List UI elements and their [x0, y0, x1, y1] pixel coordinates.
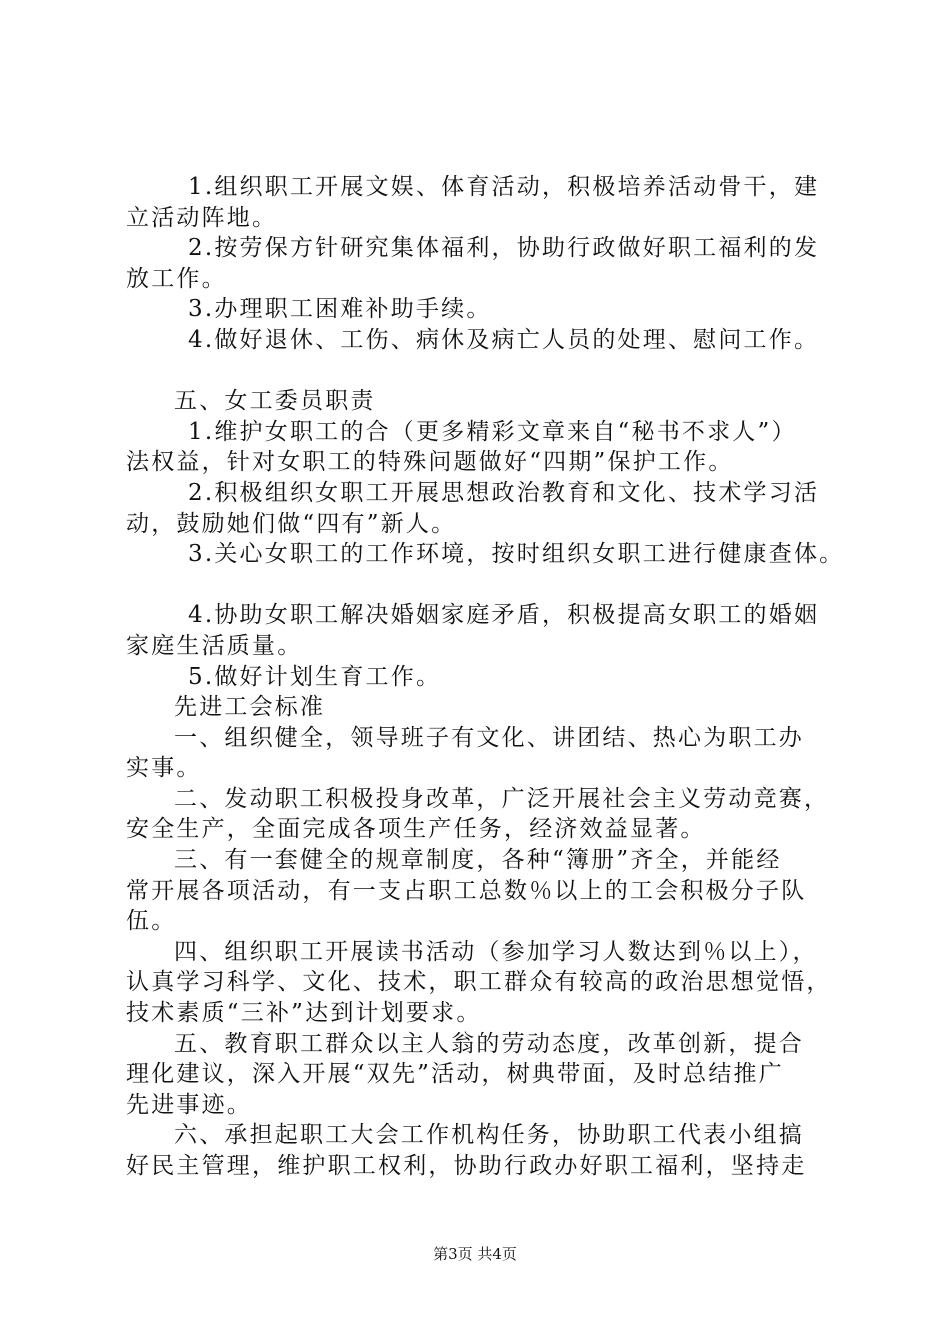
- paragraph-line: 1.维护女职工的合（更多精彩文章来自“秘书不求人”）: [188, 418, 797, 445]
- paragraph-line: 立活动阵地。: [126, 204, 278, 231]
- section-heading: 五、女工委员职责: [174, 388, 376, 415]
- paragraph-line: 2.积极组织女职工开展思想政治教育和文化、技术学习活: [188, 479, 820, 506]
- paragraph-line: 家庭生活质量。: [126, 632, 303, 659]
- paragraph-line: 动，鼓励她们做“四有”新人。: [126, 510, 457, 537]
- paragraph-line: 技术素质“三补”达到计划要求。: [126, 1000, 482, 1027]
- paragraph-line: 三、有一套健全的规章制度，各种“簿册”齐全，并能经: [174, 847, 782, 874]
- paragraph-line: 3.办理职工困难补助手续。: [188, 296, 492, 323]
- document-body: [126, 172, 846, 1182]
- paragraph-line: 常开展各项活动，有一支占职工总数％以上的工会积极分子队: [126, 877, 807, 904]
- paragraph-line: 六、承担起职工大会工作机构任务，协助职工代表小组搞: [174, 1122, 804, 1149]
- paragraph-line: 认真学习科学、文化、技术，职工群众有较高的政治思想觉悟，: [126, 969, 832, 996]
- paragraph-gap: [126, 356, 846, 387]
- paragraph-line: 法权益，针对女职工的特殊问题做好“四期”保护工作。: [126, 449, 734, 476]
- paragraph-line: 四、组织职工开展读书活动（参加学习人数达到％以上），: [174, 938, 818, 965]
- paragraph-line: 4.做好退休、工伤、病休及病亡人员的处理、慰问工作。: [188, 326, 820, 353]
- paragraph-line: 3.关心女职工的工作环境，按时组织女职工进行健康查体。: [188, 541, 845, 568]
- paragraph-line: 5.做好计划生育工作。: [188, 663, 442, 690]
- paragraph-line: 放工作。: [126, 265, 227, 292]
- paragraph-line: 1.组织职工开展文娱、体育活动，积极培养活动骨干，建: [188, 174, 820, 200]
- paragraph-line: 五、教育职工群众以主人翁的劳动态度，改革创新，提合: [174, 1030, 804, 1057]
- paragraph-line: 一、组织健全，领导班子有文化、讲团结、热心为职工办: [174, 724, 804, 751]
- paragraph-line: 先进事迹。: [126, 1091, 252, 1118]
- paragraph-line: 二、发动职工积极投身改革，广泛开展社会主义劳动竞赛，: [174, 785, 830, 812]
- paragraph-line: 安全生产，全面完成各项生产任务，经济效益显著。: [126, 816, 706, 843]
- paragraph-gap: [126, 570, 846, 601]
- paragraph-line: 2.按劳保方针研究集体福利，协助行政做好职工福利的发: [188, 235, 820, 262]
- paragraph-line: 伍。: [126, 908, 177, 935]
- section-heading: 先进工会标准: [174, 694, 326, 721]
- page-footer: 第3页 共4页: [433, 1245, 517, 1263]
- paragraph-line: 4.协助女职工解决婚姻家庭矛盾，积极提高女职工的婚姻: [188, 602, 820, 629]
- paragraph-line: 实事。: [126, 755, 202, 782]
- paragraph-line: 理化建议，深入开展“双先”活动，树典带面，及时总结推广: [126, 1061, 784, 1088]
- paragraph-line: 好民主管理，维护职工权利，协助行政办好职工福利，坚持走: [126, 1153, 807, 1179]
